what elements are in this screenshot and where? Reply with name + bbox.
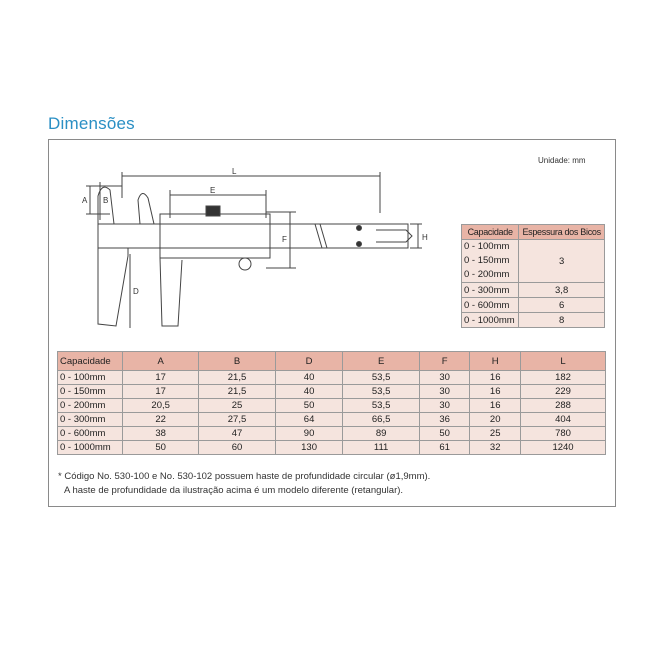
label-f: F [282,235,287,244]
jaw-thickness-table [461,224,605,328]
value-cell: 182 [521,371,606,385]
value-cell: 16 [470,371,521,385]
value-cell: 16 [470,385,521,399]
label-l: L [232,168,237,176]
value-cell: 40 [275,371,343,385]
value-cell: 53,5 [343,399,419,413]
value-cell: 22 [123,413,199,427]
table-row [58,427,606,441]
label-b: B [103,196,109,205]
label-d: D [133,287,139,296]
value-cell: 25 [470,427,521,441]
upper-sliding-jaw [138,193,154,224]
footnote-1: * Código No. 530-100 e No. 530-102 possuem haste de profundidade circular (ø1,9mm). [58,471,431,482]
value-cell: 17 [123,371,199,385]
value-cell: 50 [419,427,470,441]
value-cell: 111 [343,441,419,455]
value-cell: 64 [275,413,343,427]
caliper-drawing [70,168,430,338]
value-cell: 17 [123,385,199,399]
lower-fixed-jaw [98,248,128,326]
dimensions-table [57,351,606,455]
table-row [462,298,605,313]
capacity-cell: 0 - 1000mm [462,313,519,328]
section-title: Dimensões [48,114,135,133]
thickness-cell: 8 [519,313,605,328]
thickness-cell: 6 [519,298,605,313]
value-cell: 20 [470,413,521,427]
value-cell: 89 [343,427,419,441]
thickness-cell: 3,8 [519,283,605,298]
table-row [58,399,606,413]
table-row [58,371,606,385]
value-cell: 32 [470,441,521,455]
lower-sliding-jaw [160,258,182,326]
value-cell: 50 [275,399,343,413]
value-cell: 404 [521,413,606,427]
value-cell: 47 [199,427,275,441]
value-cell: 53,5 [343,371,419,385]
capacity-cell: 0 - 100mm [58,371,123,385]
capacity-cell: 0 - 1000mm [58,441,123,455]
capacity-cell: 0 - 300mm [462,283,519,298]
capacity-cell: 0 - 100mm 0 - 150mm 0 - 200mm [462,240,519,283]
value-cell: 61 [419,441,470,455]
table-header: F [419,352,470,371]
value-cell: 25 [199,399,275,413]
table-row [58,385,606,399]
value-cell: 30 [419,399,470,413]
capacity-cell: 0 - 200mm [58,399,123,413]
table-row [462,283,605,298]
capacity-cell: 0 - 300mm [58,413,123,427]
value-cell: 66,5 [343,413,419,427]
capacity-cell: 0 - 600mm [58,427,123,441]
value-cell: 38 [123,427,199,441]
table-header: Capacidade [58,352,123,371]
value-cell: 27,5 [199,413,275,427]
table-header: A [123,352,199,371]
table-header: Capacidade [462,225,519,240]
value-cell: 50 [123,441,199,455]
table-header: B [199,352,275,371]
lock-screw-icon [206,206,220,216]
table-row [58,441,606,455]
value-cell: 288 [521,399,606,413]
value-cell: 16 [470,399,521,413]
capacity-cell: 0 - 150mm [58,385,123,399]
value-cell: 229 [521,385,606,399]
value-cell: 1240 [521,441,606,455]
label-h: H [422,233,428,242]
unit-label: Unidade: mm [538,156,586,165]
caliper-slider [160,214,270,258]
label-a: A [82,196,88,205]
table-row [58,413,606,427]
thickness-cell: 3 [519,240,605,283]
table-header: E [343,352,419,371]
value-cell: 20,5 [123,399,199,413]
table-header: L [521,352,606,371]
capacity-cell: 0 - 600mm [462,298,519,313]
table-row [462,313,605,328]
value-cell: 130 [275,441,343,455]
value-cell: 40 [275,385,343,399]
value-cell: 36 [419,413,470,427]
table-header: Espessura dos Bicos [519,225,605,240]
depth-rod [376,230,412,242]
value-cell: 21,5 [199,371,275,385]
value-cell: 30 [419,371,470,385]
table-row [462,240,605,283]
value-cell: 53,5 [343,385,419,399]
label-e: E [210,186,216,195]
footnote-2: A haste de profundidade da ilustração acima é um modelo diferente (retangular). [64,485,404,496]
value-cell: 90 [275,427,343,441]
value-cell: 21,5 [199,385,275,399]
value-cell: 780 [521,427,606,441]
value-cell: 60 [199,441,275,455]
value-cell: 30 [419,385,470,399]
table-header: H [470,352,521,371]
table-header: D [275,352,343,371]
